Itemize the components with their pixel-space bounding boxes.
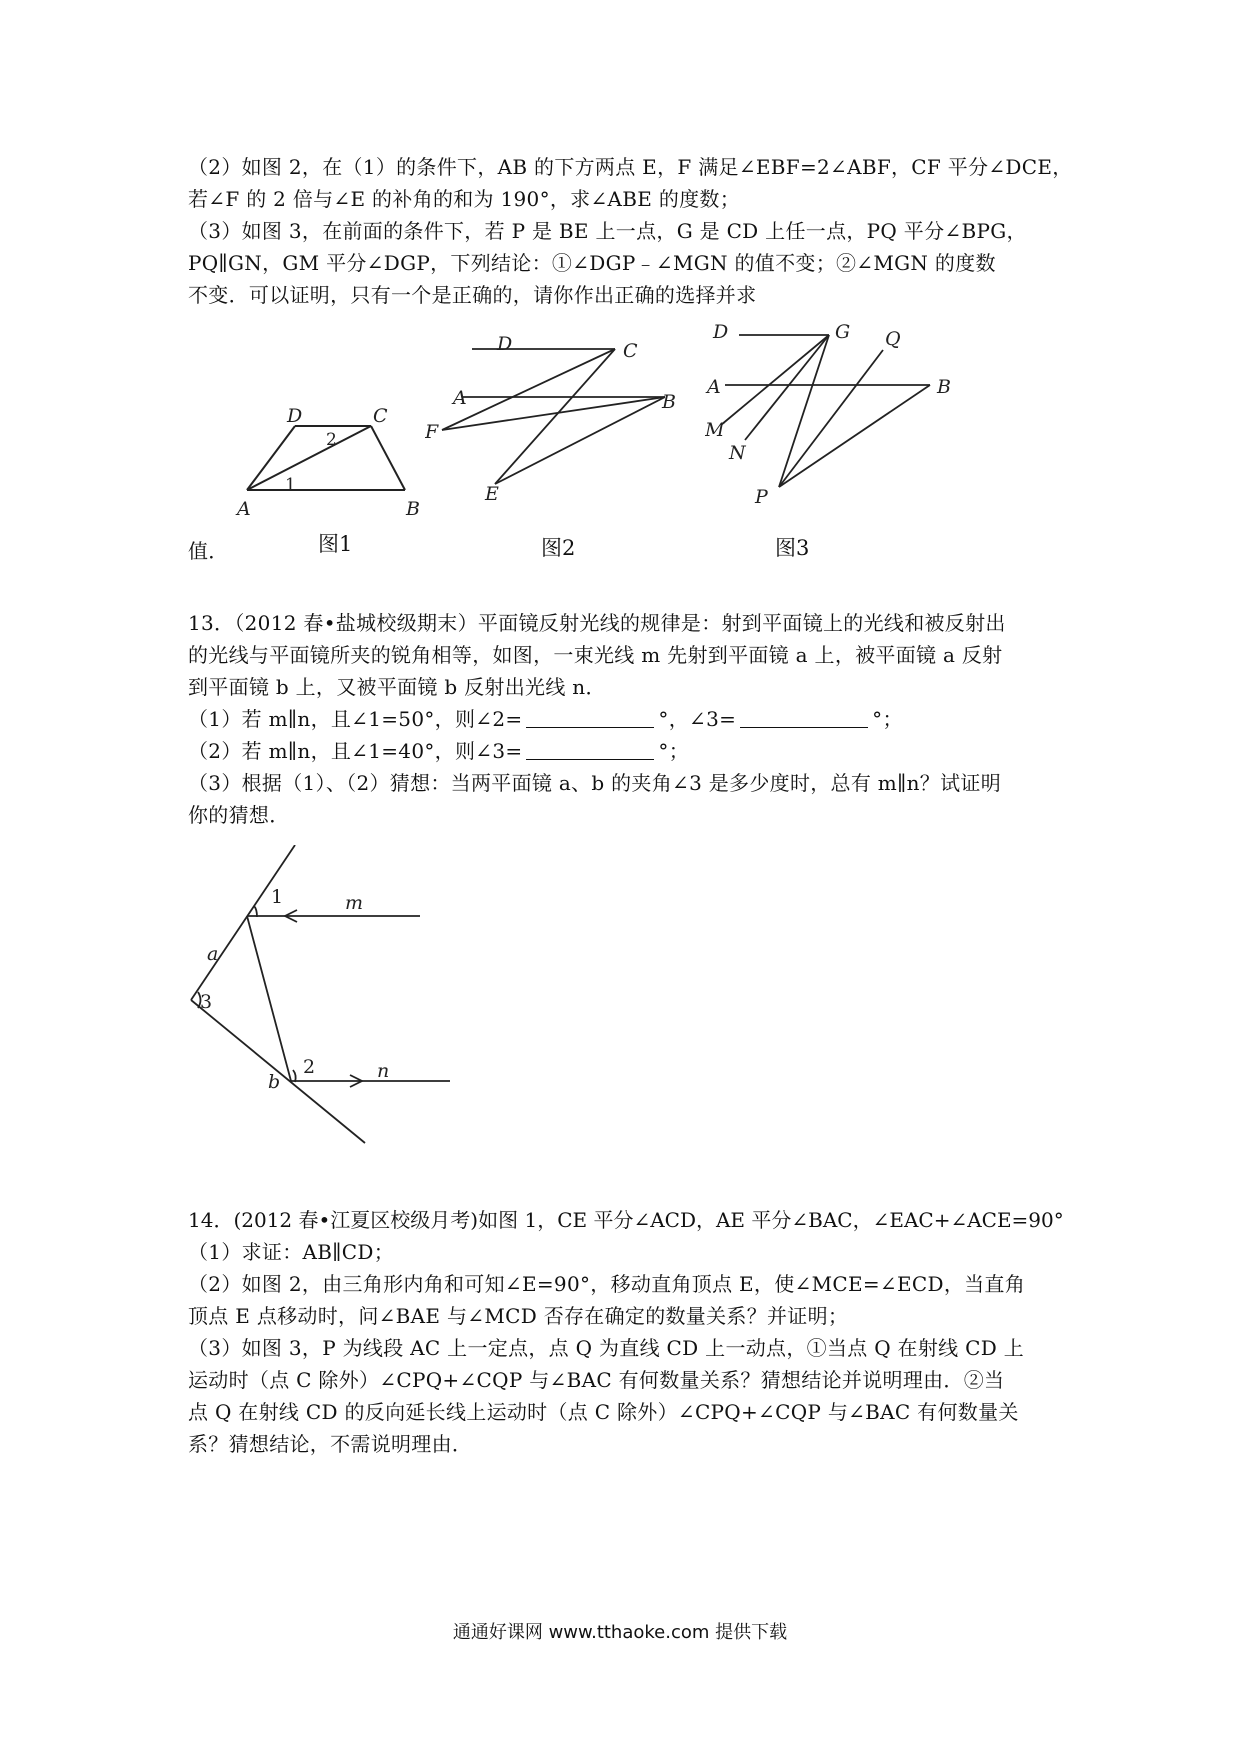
q13-part3-line1: （3）根据（1）、（2）猜想：当两平面镜 a、b 的夹角∠3 是多少度时，总有 m∥n？试证明	[188, 771, 1001, 795]
fig1-angle-2: 2	[326, 430, 337, 450]
fig3-label-P: P	[755, 486, 768, 505]
q13-line1: 13．（2012 春•盐城校级期末）平面镜反射光线的规律是：射到平面镜上的光线和被反射出	[188, 611, 1006, 635]
q14-part3-line1: （3）如图 3，P 为线段 AC 上一定点，点 Q 为直线 CD 上一动点，①当点 Q 在射线 CD 上	[188, 1336, 1025, 1360]
q14-part3-line3: 点 Q 在射线 CD 的反向延长线上运动时（点 C 除外）∠CPQ+∠CQP 与∠BAC 有何数量关	[188, 1400, 1019, 1424]
figure-1-caption: 图1	[318, 532, 353, 556]
svg-text:B: B	[662, 391, 676, 413]
fig1-angle-1: 1	[285, 475, 296, 495]
q13-line2: 的光线与平面镜所夹的锐角相等，如图，一束光线 m 先射到平面镜 a 上，被平面镜 a 反射	[188, 643, 1003, 667]
q13-line3: 到平面镜 b 上，又被平面镜 b 反射出光线 n．	[188, 675, 606, 699]
q14-part1: （1）求证：AB∥CD；	[188, 1240, 395, 1264]
mirror-angle-1: 1	[271, 886, 284, 908]
mirror-label-b: b	[268, 1071, 281, 1093]
q13-answer-blank-part2[interactable]	[526, 739, 654, 760]
fig3-label-D: D	[713, 321, 729, 343]
q12-part2-line2: 若∠F 的 2 倍与∠E 的补角的和为 190°，求∠ABE 的度数；	[188, 187, 741, 211]
fig2-label-F: F	[425, 421, 439, 443]
q14-line1: 14．(2012 春•江夏区校级月考)如图 1，CE 平分∠ACD，AE 平分∠BAC，∠EAC+∠ACE=90°	[188, 1208, 1064, 1232]
fig1-label-B: B	[406, 498, 420, 520]
figure-3-caption: 图3	[775, 536, 810, 560]
q13-part2: （2）若 m∥n，且∠1=40°，则∠3= °；	[188, 739, 690, 763]
mirror-figure	[185, 845, 455, 1155]
q12-part3-line2: PQ∥GN，GM 平分∠DGP，下列结论：①∠DGP﹣∠MGN 的值不变；②∠MGN 的度数	[188, 251, 996, 275]
fig2-label-E: E	[485, 483, 499, 502]
q12-part2-line1: （2）如图 2，在（1）的条件下，AB 的下方两点 E，F 满足∠EBF=2∠ABF，CF 平分∠DCE，	[188, 155, 1073, 179]
q13-part3-line2: 你的猜想．	[188, 803, 290, 827]
figure-1-trapezoid	[225, 390, 445, 530]
q12-part3-line1: （3）如图 3，在前面的条件下，若 P 是 BE 上一点，G 是 CD 上任一点，PQ 平分∠BPG，	[188, 219, 1027, 243]
mirror-label-n: n	[377, 1060, 390, 1082]
q14-part2-line2: 顶点 E 点移动时，问∠BAE 与∠MCD 否存在确定的数量关系？并证明；	[188, 1304, 849, 1328]
fig3-label-M: M	[705, 419, 725, 441]
fig3-label-Q: Q	[885, 328, 901, 350]
q13-answer-blank-angle3[interactable]	[740, 707, 868, 728]
mirror-angle-3: 3	[200, 991, 213, 1013]
q13-answer-blank-angle2[interactable]	[526, 707, 654, 728]
fig1-label-D: D	[287, 405, 303, 427]
q12-end-text: 值．	[188, 539, 229, 563]
mirror-label-m: m	[345, 892, 364, 914]
fig1-label-A: A	[237, 498, 251, 520]
fig3-label-G: G	[835, 321, 851, 343]
page-footer: 通通好课网 www.tthaoke.com 提供下载	[452, 1622, 788, 1643]
q14-part2-line1: （2）如图 2，由三角形内角和可知∠E=90°，移动直角顶点 E，使∠MCE=∠ECD，当直角	[188, 1272, 1026, 1296]
q14-part3-line2: 运动时（点 C 除外）∠CPQ+∠CQP 与∠BAC 有何数量关系？猜想结论并说明理由．②当	[188, 1368, 1005, 1392]
q12-part3-line3: 不变．可以证明，只有一个是正确的，请你作出正确的选择并求	[188, 283, 757, 307]
fig3-label-A: A	[707, 376, 721, 398]
mirror-label-a: a	[207, 943, 219, 965]
fig3-label-N: N	[729, 442, 746, 464]
figure-2-label-B	[660, 388, 690, 418]
fig2-label-D: D	[497, 333, 513, 355]
q13-part1: （1）若 m∥n，且∠1=50°，则∠2= °，∠3= °；	[188, 707, 903, 731]
q14-part3-line4: 系？猜想结论，不需说明理由．	[188, 1432, 473, 1456]
fig3-label-B: B	[937, 376, 951, 398]
fig2-label-A: A	[453, 387, 467, 409]
figure-3	[705, 315, 975, 505]
fig1-label-C: C	[373, 405, 388, 427]
figure-2-caption: 图2	[541, 536, 576, 560]
mirror-angle-2: 2	[303, 1056, 316, 1078]
fig2-label-C: C	[623, 340, 638, 362]
figure-2	[425, 332, 665, 502]
